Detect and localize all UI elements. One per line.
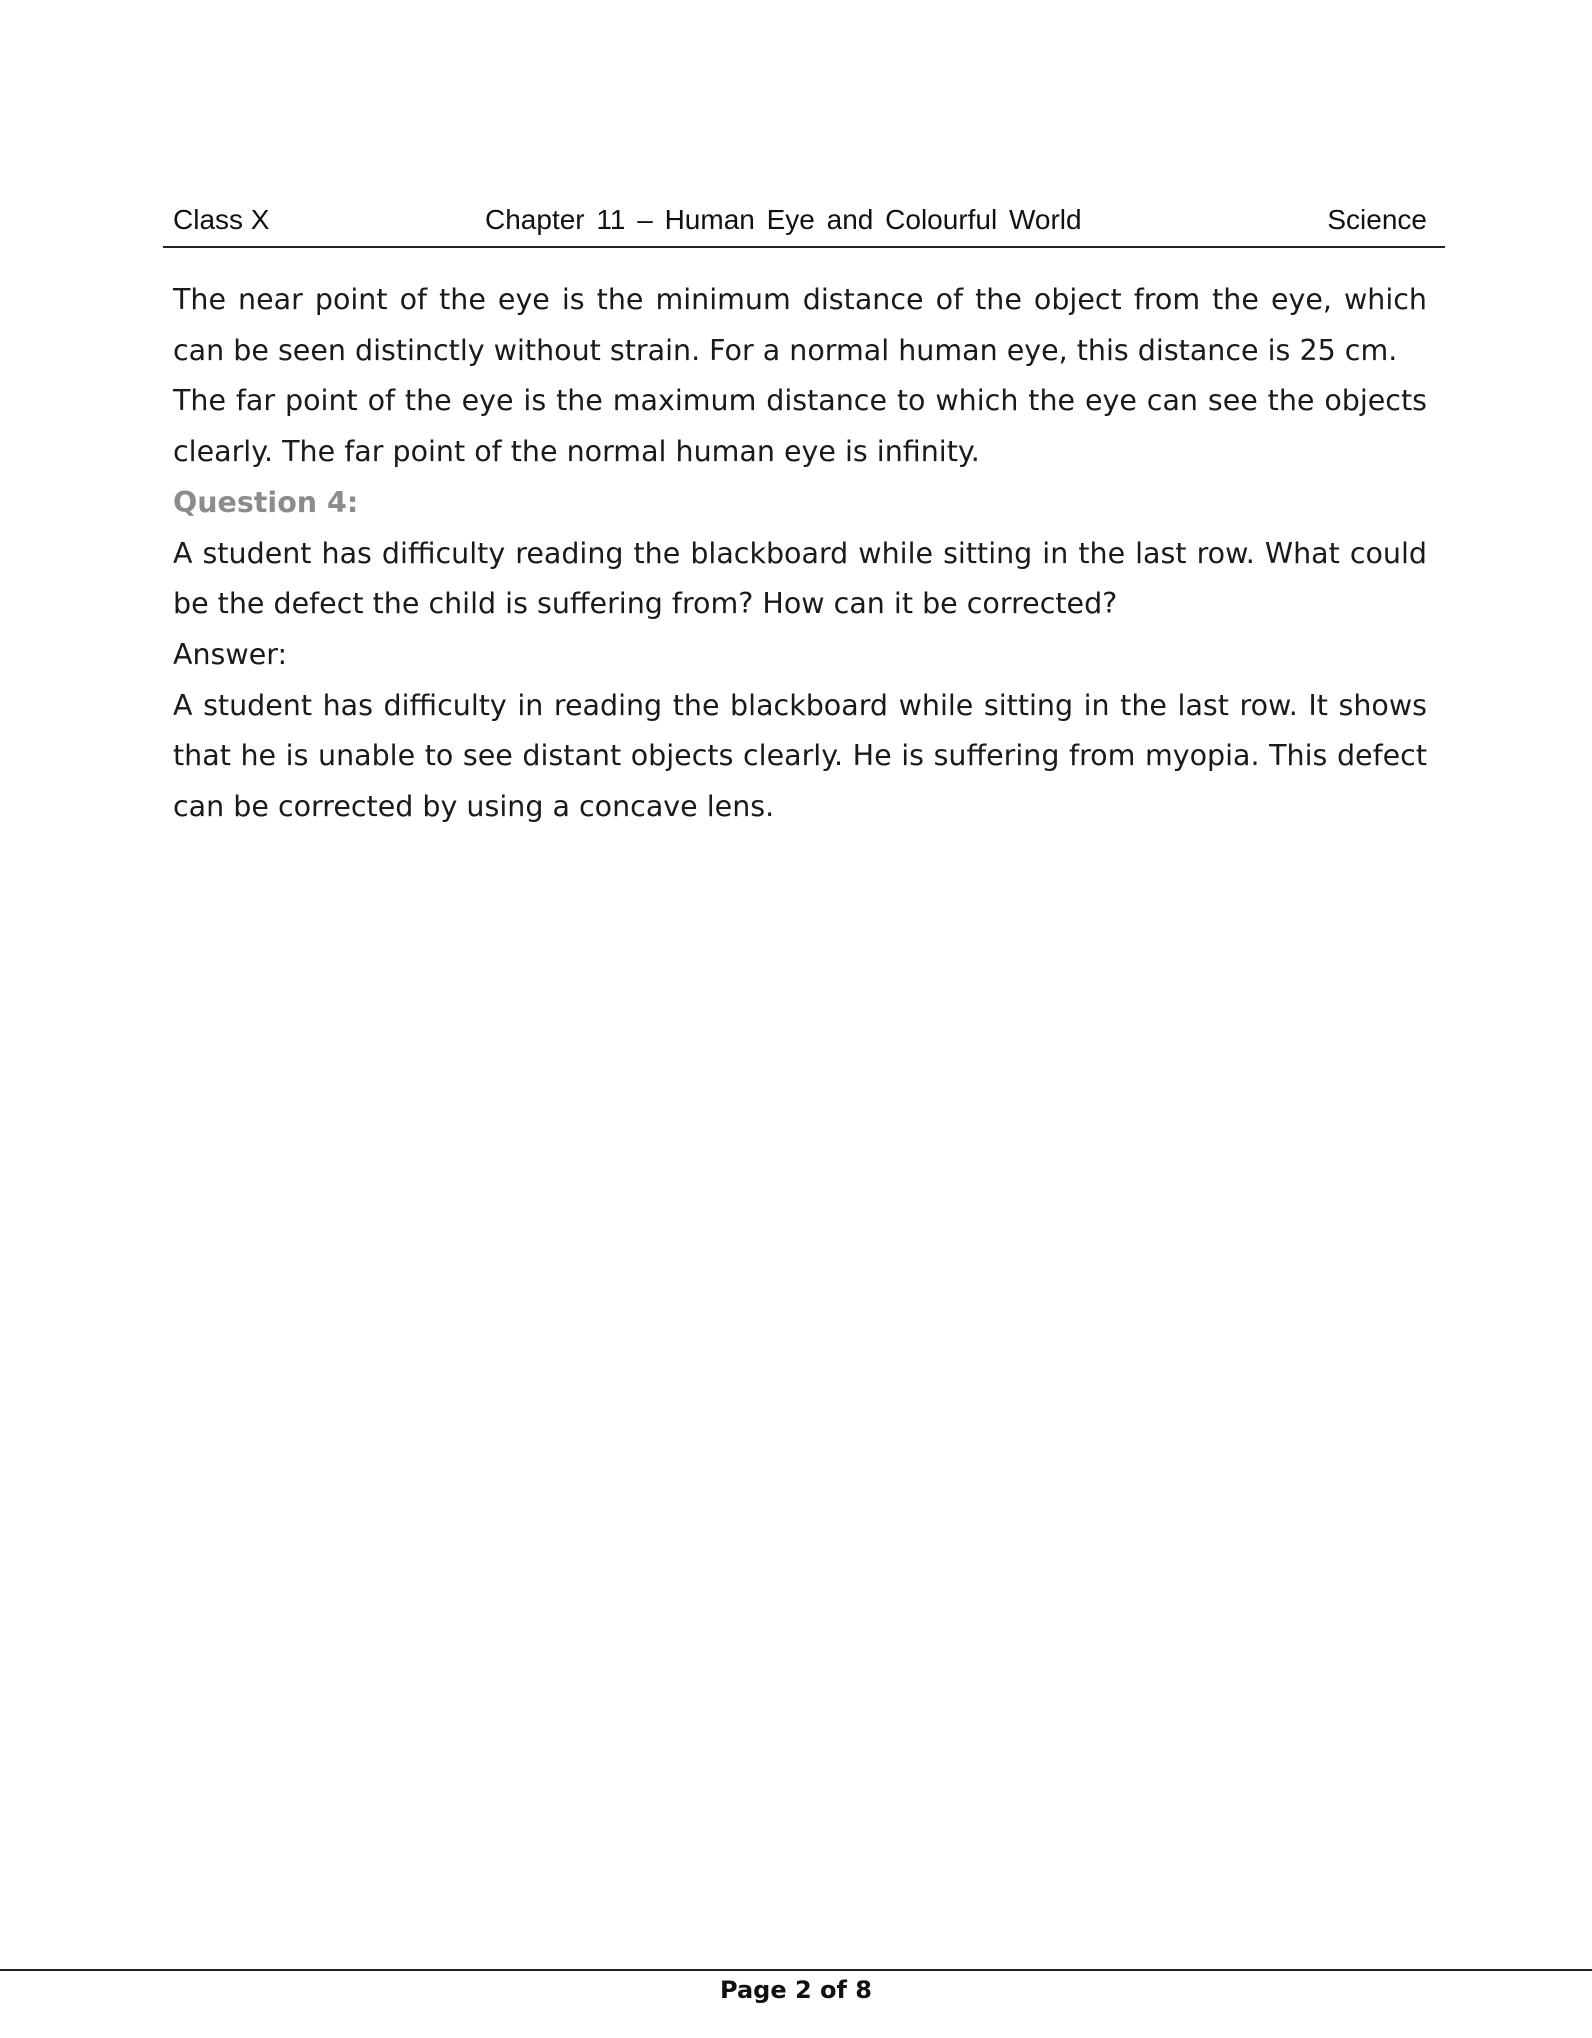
page-content — [173, 275, 1427, 833]
question-heading: Question 4: — [173, 485, 359, 519]
answer-label: Answer: — [173, 637, 288, 671]
header-subject: Science — [1327, 204, 1427, 235]
footer-divider — [0, 1969, 1592, 1971]
page-number: Page 2 of 8 — [720, 1976, 872, 2004]
page-header — [163, 198, 1445, 248]
header-chapter-title: Chapter 11 – Human Eye and Colourful World — [485, 204, 1082, 235]
paragraph-near-point: The near point of the eye is the minimum distance of the object from the eye, which can be seen distinctly without strain. For a normal human eye, this distance is 25 cm. — [173, 283, 1427, 367]
answer-text: A student has difficulty in reading the blackboard while sitting in the last row. It shows that he is unable to see distant objects clearly. He is suffering from myopia. This defect can be corrected by using a concave lens. — [173, 688, 1427, 824]
question-text: A student has difficulty reading the blackboard while sitting in the last row. What could be the defect the child is suffering from? How can it be corrected? — [173, 536, 1427, 621]
paragraph-far-point: The far point of the eye is the maximum distance to which the eye can see the objects clearly. The far point of the normal human eye is infinity. — [173, 384, 1427, 469]
header-class: Class X — [173, 204, 270, 235]
